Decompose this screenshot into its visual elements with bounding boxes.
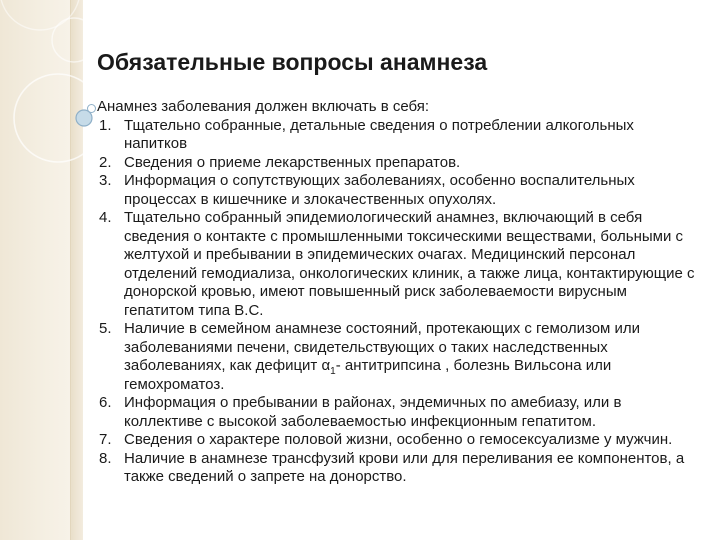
list-item <box>97 172 697 209</box>
item-text: Тщательно собранные, детальные сведения о потреблении алкогольных напитков <box>124 116 634 152</box>
item-number: 2. <box>99 153 112 171</box>
list-item <box>97 450 697 487</box>
item-number: 5. <box>99 320 112 337</box>
item-number: 6. <box>99 394 112 411</box>
item-text: Сведения о характере половой жизни, особенно о гемосексуализме у мужчин. <box>124 431 673 448</box>
item-text-part: - антитрипсина , болезнь Вильсона или гемохроматоз. <box>124 357 612 393</box>
item-text: Информация о пребывании в районах, эндемичных по амебиазу, или в коллективе с высокой заболеваемостью инфекционным гепатитом. <box>124 394 622 430</box>
item-text-part: Наличие в семейном анамнезе состояний, протекающих с гемолизом или заболеваниями печени, свидетельствующих о таких наследственных заболеваниях, как дефицит α <box>124 320 641 374</box>
item-number: 4. <box>99 209 112 226</box>
item-list <box>97 117 697 487</box>
list-item <box>97 209 697 320</box>
list-item <box>97 394 697 431</box>
list-item <box>97 154 697 173</box>
item-text-subscript: 1 <box>330 366 336 377</box>
item-number: 7. <box>99 431 112 448</box>
intro-line <box>97 98 697 117</box>
item-text: Сведения о приеме лекарственных препаратов. <box>124 153 461 171</box>
intro-text: Анамнез заболевания должен включать в себя: <box>97 98 430 115</box>
list-item <box>97 117 697 154</box>
deco-ring-top <box>0 0 80 30</box>
item-text: Наличие в анамнезе трансфузий крови или для переливания ее компонентов, а также сведений о запрете на донорство. <box>124 449 685 485</box>
slide-title: Обязательные вопросы анамнеза <box>97 49 488 75</box>
item-text: Информация о сопутствующих заболеваниях, особенно воспалительных процессах в кишечнике и злокачественных опухолях. <box>124 172 635 208</box>
list-item <box>97 320 697 394</box>
item-text: Тщательно собранный эпидемиологический анамнез, включающий в себя сведения о контакте с промышленными токсическими веществами, больными с желтухой и пребывании в эпидемических очагах. Медицинский персонал отделений гемодиализа, онкологических клиник, а также лица, контактирующие с донорской кровью, имеют повышенный риск заболеваемости вирусным гепатитом типа В.С. <box>124 209 695 319</box>
item-number: 3. <box>99 172 112 189</box>
slide-content <box>97 98 697 487</box>
deco-ring-small <box>52 18 96 62</box>
bullet-icon <box>87 104 96 113</box>
list-item <box>97 431 697 450</box>
item-number: 8. <box>99 449 112 467</box>
item-number: 1. <box>99 116 112 134</box>
